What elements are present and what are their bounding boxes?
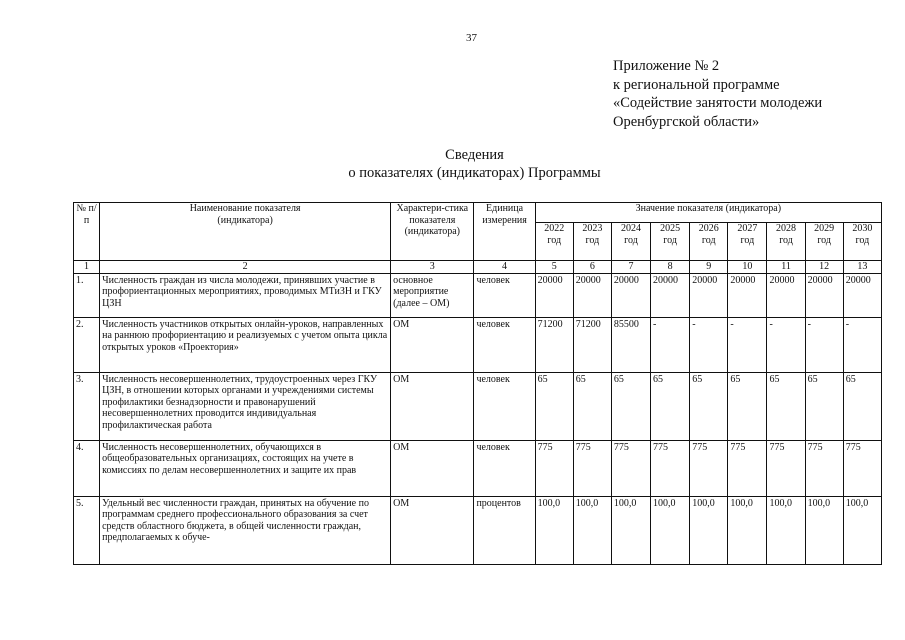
header-year: 2024 год <box>611 223 650 261</box>
header-year: 2022 год <box>535 223 573 261</box>
header-num: № п/п <box>74 203 100 261</box>
row-value: 20000 <box>651 273 690 317</box>
row-value: 20000 <box>611 273 650 317</box>
row-unit: процентов <box>474 496 535 564</box>
row-value: - <box>728 317 767 372</box>
row-value: 20000 <box>573 273 611 317</box>
row-value: 100,0 <box>843 496 881 564</box>
row-value: 71200 <box>535 317 573 372</box>
row-value: - <box>651 317 690 372</box>
column-number: 1 <box>74 261 100 274</box>
row-value: 775 <box>535 440 573 496</box>
row-value: 65 <box>767 372 805 440</box>
column-number: 6 <box>573 261 611 274</box>
header-name: Наименование показателя (индикатора) <box>100 203 391 261</box>
row-value: 65 <box>535 372 573 440</box>
row-value: 100,0 <box>573 496 611 564</box>
row-value: 65 <box>573 372 611 440</box>
header-year: 2027 год <box>728 223 767 261</box>
row-value: 20000 <box>767 273 805 317</box>
row-value: 775 <box>767 440 805 496</box>
row-characteristic: ОМ <box>391 496 474 564</box>
row-characteristic: ОМ <box>391 317 474 372</box>
row-value: 65 <box>843 372 881 440</box>
row-value: - <box>805 317 843 372</box>
appendix-header <box>613 57 822 131</box>
column-number: 5 <box>535 261 573 274</box>
row-value: 775 <box>651 440 690 496</box>
row-value: 100,0 <box>805 496 843 564</box>
page-number: 37 <box>466 32 477 44</box>
row-value: 775 <box>728 440 767 496</box>
row-name: Удельный вес численности граждан, принятых на обучение по программам среднего профессионального образования за счет средств областного бюджета, в общей численности граждан, предполагаемых к обуче- <box>100 496 391 564</box>
row-num: 5. <box>74 496 100 564</box>
indicators-table <box>73 202 882 565</box>
row-value: 775 <box>690 440 728 496</box>
column-number: 11 <box>767 261 805 274</box>
row-value: 65 <box>805 372 843 440</box>
row-characteristic: ОМ <box>391 372 474 440</box>
header-year: 2023 год <box>573 223 611 261</box>
appendix-line: Оренбургской области» <box>613 113 760 130</box>
table-row <box>74 372 882 440</box>
row-value: 20000 <box>843 273 881 317</box>
column-number: 9 <box>690 261 728 274</box>
header-year: 2030 год <box>843 223 881 261</box>
appendix-line: «Содействие занятости молодежи <box>613 95 823 111</box>
column-number: 7 <box>611 261 650 274</box>
row-value: 65 <box>651 372 690 440</box>
row-value: 65 <box>690 372 728 440</box>
table-row <box>74 317 882 372</box>
appendix-line: к региональной программе <box>613 76 780 93</box>
appendix-line: Приложение № 2 <box>613 58 720 74</box>
header-year: 2026 год <box>690 223 728 261</box>
row-value: 100,0 <box>690 496 728 564</box>
row-name: Численность несовершеннолетних, трудоустроенных через ГКУ ЦЗН, в отношении которых органами и учреждениями системы профилактики безнадзорности и правонарушений несовершеннолетних проводится индивидуальная профилактическая работа <box>100 372 391 440</box>
row-value: 775 <box>573 440 611 496</box>
row-value: 20000 <box>728 273 767 317</box>
row-value: 775 <box>805 440 843 496</box>
header-year: 2028 год <box>767 223 805 261</box>
row-unit: человек <box>474 440 535 496</box>
column-number: 12 <box>805 261 843 274</box>
row-value: 20000 <box>535 273 573 317</box>
row-unit: человек <box>474 317 535 372</box>
table-row <box>74 273 882 317</box>
row-name: Численность участников открытых онлайн-уроков, направленных на раннюю профориентацию и реализуемых с учетом опыта цикла открытых уроков «Проектория» <box>100 317 391 372</box>
row-characteristic: ОМ <box>391 440 474 496</box>
row-num: 3. <box>74 372 100 440</box>
column-number: 8 <box>651 261 690 274</box>
header-unit: Единица измерения <box>474 203 535 261</box>
document-subtitle: о показателях (индикаторах) Программы <box>348 165 601 181</box>
row-value: 100,0 <box>728 496 767 564</box>
row-value: - <box>690 317 728 372</box>
header-year: 2029 год <box>805 223 843 261</box>
row-value: 100,0 <box>535 496 573 564</box>
column-number: 3 <box>391 261 474 274</box>
column-number: 4 <box>474 261 535 274</box>
column-number: 13 <box>843 261 881 274</box>
row-value: 65 <box>728 372 767 440</box>
row-value: 100,0 <box>767 496 805 564</box>
row-value: 85500 <box>611 317 650 372</box>
row-num: 2. <box>74 317 100 372</box>
row-value: 65 <box>611 372 650 440</box>
header-value-group: Значение показателя (индикатора) <box>535 203 881 223</box>
row-value: 100,0 <box>611 496 650 564</box>
row-value: 20000 <box>805 273 843 317</box>
column-number: 10 <box>728 261 767 274</box>
row-num: 4. <box>74 440 100 496</box>
header-characteristic: Характери-стика показателя (индикатора) <box>391 203 474 261</box>
table-row <box>74 440 882 496</box>
row-name: Численность граждан из числа молодежи, принявших участие в профориентационных мероприятиях, проводимых МТиЗН и ГКУ ЦЗН <box>100 273 391 317</box>
row-name: Численность несовершеннолетних, обучающихся в общеобразовательных организациях, состоящих на учете в комиссиях по делам несовершеннолетних и защите их прав <box>100 440 391 496</box>
row-num: 1. <box>74 273 100 317</box>
table-row <box>74 496 882 564</box>
column-number: 2 <box>100 261 391 274</box>
row-unit: человек <box>474 372 535 440</box>
row-value: - <box>767 317 805 372</box>
document-title: Сведения <box>445 147 504 163</box>
row-value: 20000 <box>690 273 728 317</box>
row-value: 71200 <box>573 317 611 372</box>
row-characteristic: основное мероприятие (далее – ОМ) <box>391 273 474 317</box>
row-value: 775 <box>843 440 881 496</box>
row-value: - <box>843 317 881 372</box>
header-year: 2025 год <box>651 223 690 261</box>
row-value: 775 <box>611 440 650 496</box>
row-value: 100,0 <box>651 496 690 564</box>
row-unit: человек <box>474 273 535 317</box>
